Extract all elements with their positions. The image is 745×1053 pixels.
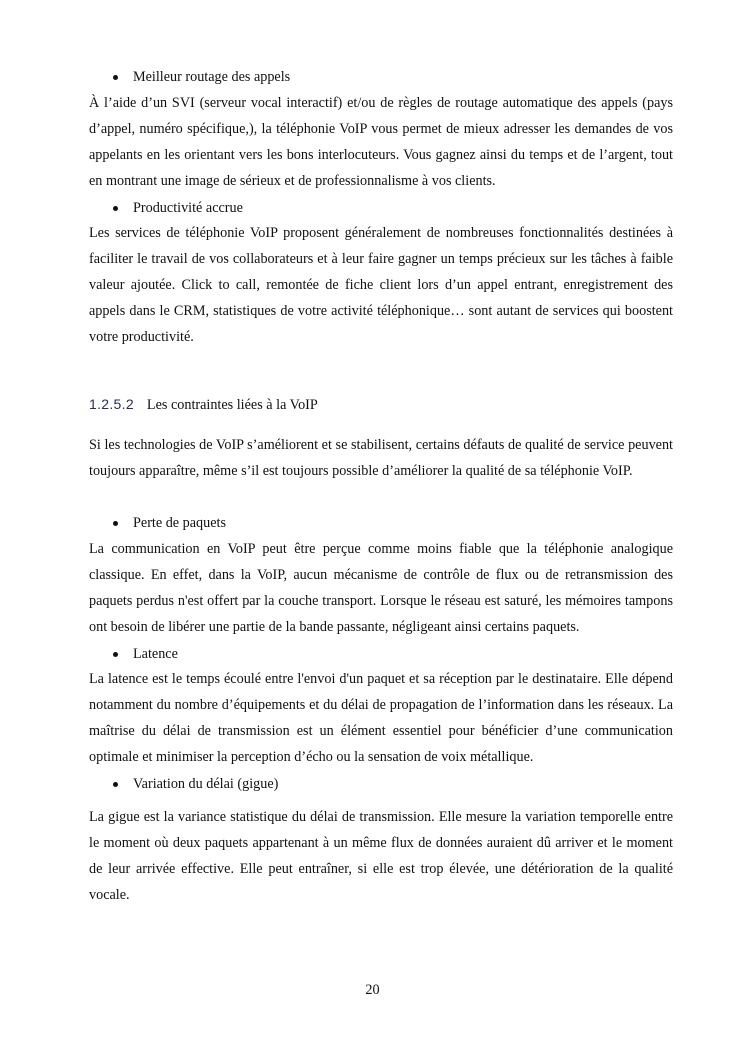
section-heading [89, 394, 318, 415]
bullet-text: Variation du délai (gigue) [133, 776, 279, 792]
bullet-item [133, 644, 178, 664]
bullet-icon [113, 521, 118, 526]
section-title: Les contraintes liées à la VoIP [146, 397, 318, 413]
bullet-text: Perte de paquets [133, 515, 226, 531]
page-number: 20 [365, 982, 380, 998]
bullet-text: Latence [133, 646, 178, 662]
paragraph: La communication en VoIP peut être perçue comme moins fiable que la téléphonie analogique classique. En effet, dans la VoIP, aucun mécanisme de contrôle de flux ou de retransmission des paquets perdus n'est offert par la couche transport. Lorsque le réseau est saturé, les mémoires tampons ont besoin de libérer une partie de la bande passante, négligeant ainsi certains paquets. [89, 541, 673, 635]
bullet-icon [113, 75, 118, 80]
bullet-text: Productivité accrue [133, 200, 243, 216]
paragraph: À l’aide d’un SVI (serveur vocal interactif) et/ou de règles de routage automatique des appels (pays d’appel, numéro spécifique,), la téléphonie VoIP vous permet de mieux adresser les demandes de vos appelants en les orientant vers les bons interlocuteurs. Vous gagnez ainsi du temps et de l’argent, tout en montrant une image de sérieux et de professionnalisme à vos clients. [89, 95, 673, 189]
bullet-icon [113, 782, 118, 787]
bullet-item [133, 774, 278, 794]
bullet-icon [113, 652, 118, 657]
bullet-text: Meilleur routage des appels [133, 69, 291, 85]
paragraph: La latence est le temps écoulé entre l'envoi d'un paquet et sa réception par le destinataire. Elle dépend notamment du nombre d’équipements et du délai de propagation de l’information dans les réseaux. La maîtrise du délai de transmission est un élément essentiel pour bénéficier d’une communication optimale et minimiser la perception d’écho ou la sensation de voix métallique. [89, 671, 673, 765]
paragraph: Si les technologies de VoIP s’améliorent et se stabilisent, certains défauts de qualité de service peuvent toujours apparaître, même s’il est toujours possible d’améliorer la qualité de sa téléphonie VoIP. [89, 437, 673, 479]
bullet-icon [113, 206, 118, 211]
bullet-item [133, 67, 290, 87]
section-number: 1.2.5.2 [89, 396, 134, 412]
paragraph: La gigue est la variance statistique du délai de transmission. Elle mesure la variation temporelle entre le moment où deux paquets appartenant à un même flux de données auraient dû arriver et le moment de leur arrivée effective. Elle peut entraîner, si elle est trop élevée, une détérioration de la qualité vocale. [89, 809, 673, 903]
bullet-item [133, 513, 226, 533]
paragraph: Les services de téléphonie VoIP proposent généralement de nombreuses fonctionnalités destinées à faciliter le travail de vos collaborateurs et à leur faire gagner un temps précieux sur les tâches à faible valeur ajoutée. Click to call, remontée de fiche client lors d’un appel entrant, enregistrement des appels dans le CRM, statistiques de votre activité téléphonique… sont autant de services qui boostent votre productivité. [89, 225, 673, 345]
bullet-item [133, 198, 243, 218]
